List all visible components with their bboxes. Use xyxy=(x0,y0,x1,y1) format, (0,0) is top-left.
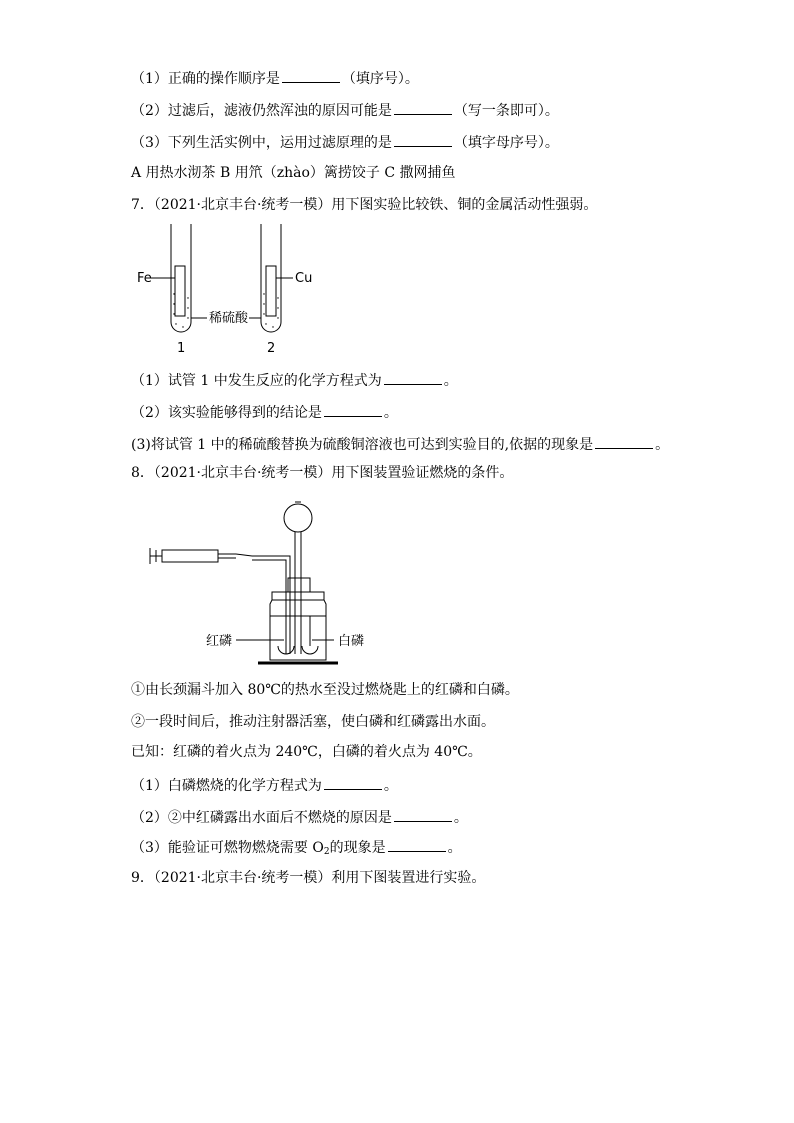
q8-step-2: ②一段时间后，推动注射器活塞，使白磷和红磷露出水面。 xyxy=(131,714,495,730)
q8-line-1: （1）白磷燃烧的化学方程式为 。 xyxy=(131,775,398,795)
q9-stem: 9．（2021·北京丰台·统考一模）利用下图装置进行实验。 xyxy=(131,870,486,886)
test-tube-diagram xyxy=(131,222,331,358)
answer-blank[interactable] xyxy=(324,402,382,417)
answer-blank[interactable] xyxy=(394,132,452,147)
stopper xyxy=(288,578,310,592)
delivery-tube xyxy=(252,556,290,654)
q8-stem: 8．（2021·北京丰台·统考一模）用下图装置验证燃烧的条件。 xyxy=(131,465,514,481)
cu-label: Cu xyxy=(295,271,313,286)
q8-step-1: ①由长颈漏斗加入 80℃的热水至没过燃烧匙上的红磷和白磷。 xyxy=(131,682,519,698)
q8-line-2: （2）②中红磷露出水面后不燃烧的原因是 。 xyxy=(131,807,468,827)
iron-strip xyxy=(175,266,185,316)
syringe-barrel xyxy=(162,550,218,562)
answer-blank[interactable] xyxy=(282,68,340,83)
funnel-bulb xyxy=(284,504,312,532)
q8-line-3: （3）能验证可燃物燃烧需要 $O_2$的现象是 。 xyxy=(131,837,462,861)
tube-2-number: 2 xyxy=(267,341,276,356)
answer-blank[interactable] xyxy=(394,807,452,822)
q7-line-3: (3)将试管 1 中的稀硫酸替换为硫酸铜溶液也可达到实验目的,依据的现象是 。 xyxy=(131,434,669,454)
q6-line-2: （2）过滤后，滤液仍然浑浊的原因可能是 （写一条即可）。 xyxy=(131,100,559,120)
fe-label: Fe xyxy=(137,271,152,286)
spoon-right xyxy=(302,646,318,654)
tube-1-number: 1 xyxy=(177,341,186,356)
q7-line-2: （2）该实验能够得到的结论是 。 xyxy=(131,402,398,422)
q7-line-1: （1）试管 1 中发生反应的化学方程式为 。 xyxy=(131,370,458,390)
q8-known: 已知：红磷的着火点为 240℃，白磷的着火点为 40℃。 xyxy=(131,744,482,760)
answer-blank[interactable] xyxy=(595,434,653,449)
acid-label: 稀硫酸 xyxy=(209,311,249,326)
answer-blank[interactable] xyxy=(394,100,452,115)
red-phosphorus-label: 红磷 xyxy=(206,634,233,649)
q6-options: A 用热水沏茶 B 用笊（zhào）篱捞饺子 C 撒网捕鱼 xyxy=(131,165,456,181)
q6-line-3: （3）下列生活实例中，运用过滤原理的是 （填字母序号）。 xyxy=(131,132,559,152)
copper-strip xyxy=(266,266,276,316)
white-phosphorus-label: 白磷 xyxy=(338,634,365,649)
q6-line-1: （1）正确的操作顺序是 （填序号）。 xyxy=(131,68,419,88)
answer-blank[interactable] xyxy=(388,837,446,852)
answer-blank[interactable] xyxy=(324,775,382,790)
answer-blank[interactable] xyxy=(384,370,442,385)
combustion-apparatus-diagram xyxy=(140,496,390,668)
q7-stem: 7．（2021·北京丰台·统考一模）用下图实验比较铁、铜的金属活动性强弱。 xyxy=(131,197,598,213)
